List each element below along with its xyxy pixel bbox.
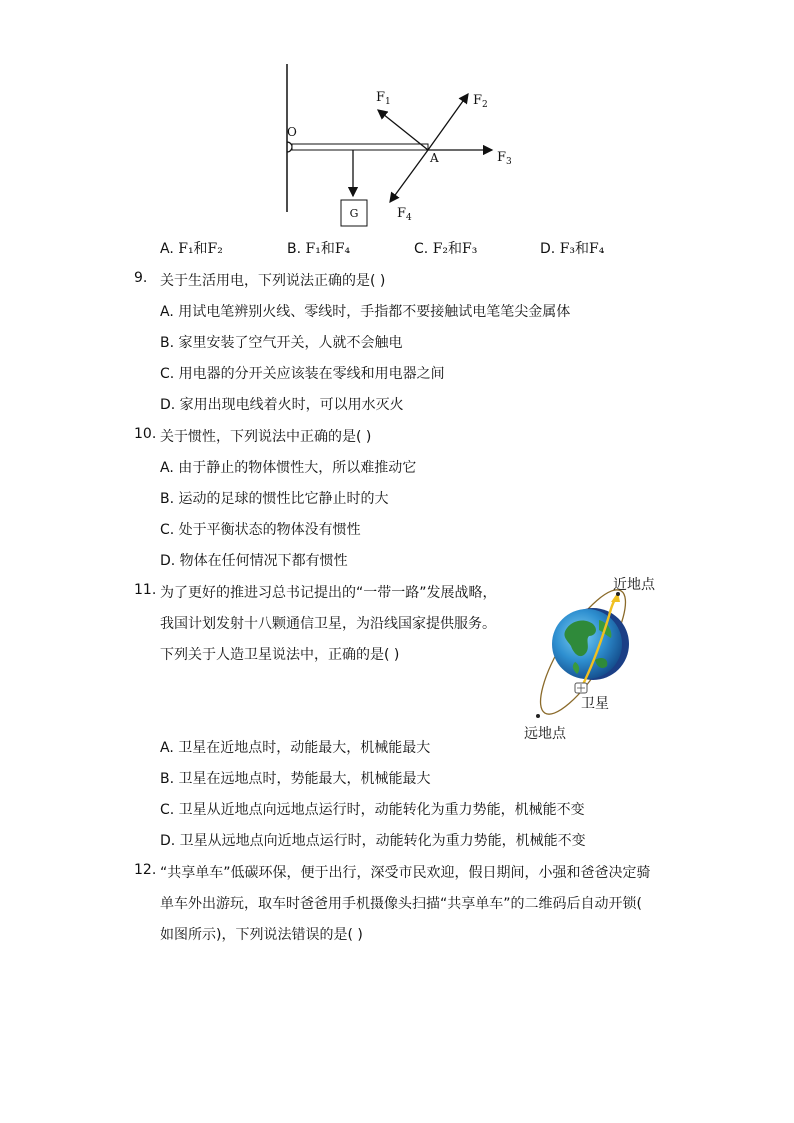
force-f2-arrow — [428, 94, 468, 150]
q12-number: 12. — [134, 862, 157, 878]
lever-bar — [292, 144, 428, 150]
q11-option-d[interactable]: D. 卫星从远地点向近地点运行时，动能转化为重力势能，机械能不变 — [160, 833, 586, 849]
perigee-label: 近地点 — [613, 577, 655, 593]
q11-stem-line-1: 为了更好的推进习总书记提出的“一带一路”发展战略， — [160, 585, 497, 601]
force-f4-arrow — [390, 150, 428, 202]
label-f2: $F_2$ — [473, 93, 488, 110]
option-text: F₂和F₃ — [432, 241, 478, 257]
q9-option-b[interactable]: B. 家里安装了空气开关，人就不会触电 — [160, 335, 403, 351]
apogee-point — [536, 714, 540, 718]
option-letter: D. — [540, 241, 556, 257]
q8-option-d[interactable] — [540, 238, 604, 258]
q8-option-c[interactable] — [414, 238, 477, 258]
q11-stem-line-3: 下列关于人造卫星说法中，正确的是( ) — [160, 647, 400, 663]
option-letter: B. — [287, 241, 302, 257]
label-f4: $F_4$ — [397, 206, 412, 223]
q10-option-c[interactable]: C. 处于平衡状态的物体没有惯性 — [160, 522, 361, 538]
q11-option-c[interactable]: C. 卫星从近地点向远地点运行时，动能转化为重力势能，机械能不变 — [160, 802, 585, 818]
option-text: F₁和F₄ — [305, 241, 351, 257]
q10-option-d[interactable]: D. 物体在任何情况下都有惯性 — [160, 553, 348, 569]
q10-option-b[interactable]: B. 运动的足球的惯性比它静止时的大 — [160, 491, 389, 507]
option-text: F₃和F₄ — [559, 241, 605, 257]
satellite-icon — [575, 683, 587, 693]
option-letter: C. — [414, 241, 429, 257]
q8-option-a[interactable] — [160, 238, 223, 258]
q12-stem-line-2: 单车外出游玩，取车时爸爸用手机摄像头扫描“共享单车”的二维码后自动开锁( — [160, 896, 642, 912]
q11-option-b[interactable]: B. 卫星在远地点时，势能最大，机械能最大 — [160, 771, 431, 787]
q9-option-c[interactable]: C. 用电器的分开关应该装在零线和用电器之间 — [160, 366, 445, 382]
q12-stem-line-1: “共享单车”低碳环保，便于出行，深受市民欢迎，假日期间，小强和爸爸决定骑 — [160, 865, 651, 881]
apogee-label: 远地点 — [524, 726, 566, 742]
q9-number: 9. — [134, 270, 148, 286]
label-a: A — [430, 151, 439, 165]
q11-option-a[interactable]: A. 卫星在近地点时，动能最大，机械能最大 — [160, 740, 431, 756]
label-f3: $F_3$ — [497, 150, 512, 167]
q11-stem-line-2: 我国计划发射十八颗通信卫星，为沿线国家提供服务。 — [160, 616, 496, 632]
q10-number: 10. — [134, 426, 157, 442]
q9-option-d[interactable]: D. 家用出现电线着火时，可以用水灭火 — [160, 397, 404, 413]
q9-stem: 关于生活用电，下列说法正确的是( ) — [160, 273, 386, 289]
q11-number: 11. — [134, 582, 157, 598]
option-letter: A. — [160, 241, 174, 257]
satellite-orbit-diagram — [515, 570, 675, 745]
label-g: G — [349, 207, 359, 220]
earth-globe — [552, 609, 622, 679]
satellite-label: 卫星 — [581, 696, 609, 712]
lever-force-diagram — [270, 58, 530, 230]
q10-stem: 关于惯性，下列说法中正确的是( ) — [160, 429, 372, 445]
label-f1: $F_1$ — [376, 90, 391, 107]
q8-option-b[interactable] — [287, 238, 350, 258]
q12-stem-line-3: 如图所示)，下列说法错误的是( ) — [160, 927, 363, 943]
q10-option-a[interactable]: A. 由于静止的物体惯性大，所以难推动它 — [160, 460, 417, 476]
q9-option-a[interactable]: A. 用试电笔辨别火线、零线时，手指都不要接触试电笔笔尖金属体 — [160, 304, 571, 320]
option-text: F₁和F₂ — [178, 241, 223, 257]
label-o: O — [287, 125, 297, 139]
